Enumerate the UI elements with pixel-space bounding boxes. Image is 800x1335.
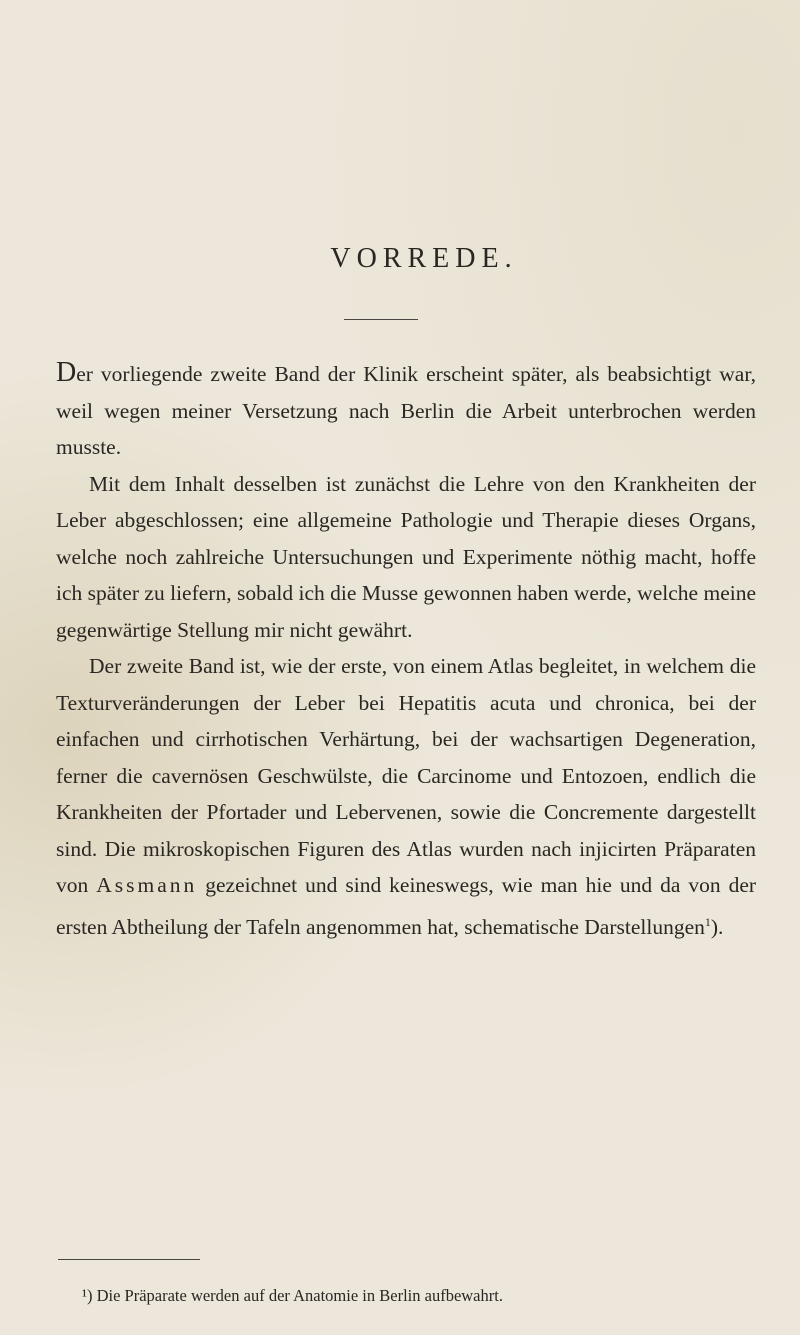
body-text bbox=[56, 356, 756, 945]
paragraph-1 bbox=[56, 356, 756, 466]
paragraph-1-text: er vorliegende zweite Band der Klinik erscheint später, als beabsichtigt war, weil wegen meiner Versetzung nach Berlin die Arbeit unterbrochen werden musste. bbox=[56, 362, 756, 459]
paragraph-3 bbox=[56, 648, 756, 945]
footnote bbox=[82, 1285, 782, 1307]
footnote-marker: ¹) bbox=[82, 1286, 93, 1305]
paragraph-3-text-b: gezeichnet und sind keineswegs, wie man hie und da von der ersten Abtheilung der Tafeln angenommen hat, schematische Darstellungen bbox=[56, 873, 757, 939]
footnote-divider bbox=[58, 1259, 200, 1260]
page-title: VORREDE. bbox=[330, 243, 518, 274]
drop-cap: D bbox=[56, 357, 77, 388]
footnote-text: Die Präparate werden auf der Anatomie in Berlin aufbewahrt. bbox=[96, 1286, 503, 1305]
author-name: Assmann bbox=[96, 873, 198, 897]
paragraph-2: Mit dem Inhalt desselben ist zunächst die Lehre von den Krankheiten der Leber abgeschlossen; eine allgemeine Pathologie und Therapie dieses Organs, welche noch zahlreiche Untersuchungen und Experimente nöthig macht, hoffe ich später zu liefern, sobald ich die Musse gewonnen haben werde, welche meine gegenwärtige Stellung mir nicht gewährt. bbox=[56, 471, 756, 642]
footnote-reference: 1 bbox=[704, 914, 711, 929]
paragraph-3-end: ). bbox=[710, 914, 724, 939]
title-divider bbox=[344, 319, 418, 320]
paragraph-3-text-a: Der zweite Band ist, wie der erste, von einem Atlas begleitet, in welchem die Texturveränderungen der Leber bei Hepatitis acuta und chronica, bei der einfachen und cirrhotischen Verhärtung, bei der wachsartigen Degeneration, ferner die cavernösen Geschwülste, die Carcinome und Entozoen, endlich die Krankheiten der Pfortader und Lebervenen, sowie die Concremente dargestellt sind. Die mikroskopischen Figuren des Atlas wurden nach injicirten Präparaten von bbox=[56, 654, 756, 897]
